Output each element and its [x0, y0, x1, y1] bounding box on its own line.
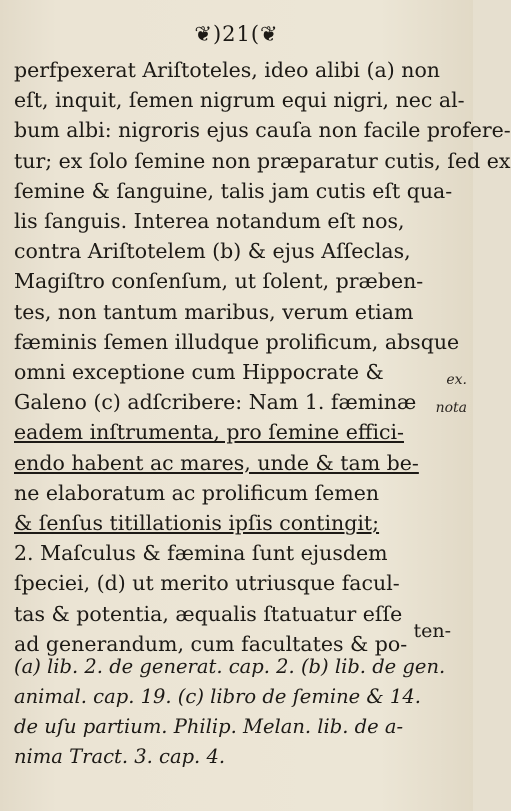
- margin-note: ex.: [446, 372, 467, 388]
- text-line: bum albi: nigroris ejus cauſa non facile profere-: [14, 118, 511, 143]
- text-line: eſt, inquit, ſemen nigrum equi nigri, nec al-: [14, 88, 465, 113]
- text-line-underlined: eadem inſtrumenta, pro ſemine effici-: [14, 420, 404, 445]
- text-line: contra Ariſtotelem (b) & ejus Aſſeclas,: [14, 239, 411, 264]
- text-line: 2. Maſculus & fæmina ſunt ejusdem: [14, 541, 388, 566]
- text-line: ne elaboratum ac prolificum ſemen: [14, 480, 380, 505]
- footnote-line: nima Tract. 3. cap. 4.: [14, 745, 226, 768]
- footnote-line: (a) lib. 2. de generat. cap. 2. (b) lib. de gen.: [14, 655, 446, 678]
- text-line: ſpeciei, (d) ut merito utriusque facul-: [14, 571, 400, 596]
- text-line: omni exceptione cum Hippocrate &: [14, 360, 384, 385]
- margin-note: nota: [435, 400, 467, 416]
- body-text: [14, 55, 511, 659]
- text-line: Galeno (c) adſcribere: Nam 1. fæminæ: [14, 390, 417, 415]
- catchword: ten-: [413, 620, 451, 642]
- text-line: perfpexerat Ariſtoteles, ideo alibi (a) non: [14, 58, 440, 82]
- footnote-line: animal. cap. 19. (c) libro de ſemine & 14.: [14, 685, 421, 708]
- page-header: ❦)21(❦: [194, 22, 279, 46]
- text-line: lis ſanguis. Interea notandum eſt nos,: [14, 209, 405, 234]
- text-line-underlined: & ſenſus titillationis ipſis contingit;: [14, 511, 380, 536]
- text-line: Magiſtro conſenſum, ut ſolent, præben-: [14, 269, 424, 294]
- text-line-underlined: endo habent ac mares, unde & tam be-: [14, 450, 419, 475]
- text-line: tur; ex ſolo ſemine non præparatur cutis, ſed ex: [14, 148, 511, 173]
- text-line: ad generandum, cum facultates & po-: [14, 631, 408, 656]
- footnote-line: de uſu partium. Philip. Melan. lib. de a-: [14, 715, 404, 738]
- text-line: tas & potentia, æqualis ſtatuatur eſſe: [14, 601, 403, 626]
- footnotes: [14, 652, 454, 772]
- text-line: fæminis ſemen illudque prolificum, absque: [14, 329, 460, 354]
- text-line: tes, non tantum maribus, verum etiam: [14, 299, 414, 324]
- text-line: ſemine & ſanguine, talis jam cutis eſt qua-: [14, 178, 453, 203]
